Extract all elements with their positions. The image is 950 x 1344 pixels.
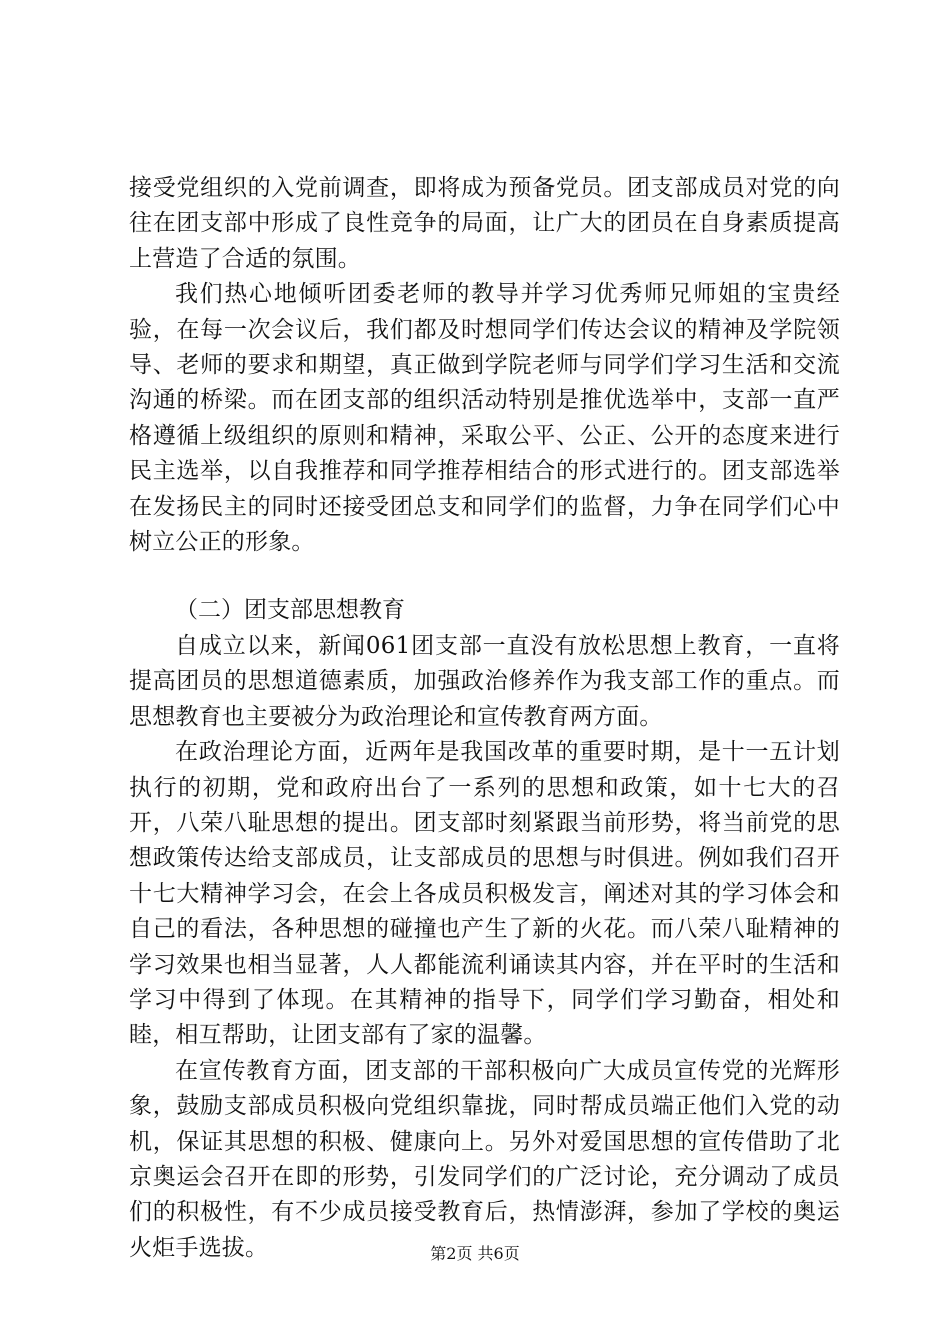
- paragraph-continuation: 接受党组织的入党前调查，即将成为预备党员。团支部成员对党的向往在团支部中形成了良性竞争的局面，让广大的团员在自身素质提高上营造了合适的氛围。: [129, 175, 840, 272]
- paragraph-publicity-education: 在宣传教育方面，团支部的干部积极向广大成员宣传党的光辉形象，鼓励支部成员积极向党组织靠拢，同时帮成员端正他们入党的动机，保证其思想的积极、健康向上。另外对爱国思想的宣传借助了北京奥运会召开在即的形势，引发同学们的广泛讨论，充分调动了成员们的积极性，有不少成员接受教育后，热情澎湃，参加了学校的奥运火炬手选拔。: [129, 1057, 840, 1261]
- section-heading: （二）团支部思想教育: [175, 597, 405, 624]
- paragraph-political-theory: 在政治理论方面，近两年是我国改革的重要时期，是十一五计划执行的初期，党和政府出台了一系列的思想和政策，如十七大的召开，八荣八耻思想的提出。团支部时刻紧跟当前形势，将当前党的思想政策传达给支部成员，让支部成员的思想与时俱进。例如我们召开十七大精神学习会，在会上各成员积极发言，阐述对其的学习体会和自己的看法，各种思想的碰撞也产生了新的火花。而八荣八耻精神的学习效果也相当显著，人人都能流利诵读其内容，并在平时的生活和学习中得到了体现。在其精神的指导下，同学们学习勤奋，相处和睦，相互帮助，让团支部有了家的温馨。: [129, 739, 840, 1049]
- paragraph-meetings-and-elections: 我们热心地倾听团委老师的教导并学习优秀师兄师姐的宝贵经验，在每一次会议后，我们都及时想同学们传达会议的精神及学院领导、老师的要求和期望，真正做到学院老师与同学们学习生活和交流沟通的桥梁。而在团支部的组织活动特别是推优选举中，支部一直严格遵循上级组织的原则和精神，采取公平、公正、公开的态度来进行民主选举，以自我推荐和同学推荐相结合的形式进行的。团支部选举在发扬民主的同时还接受团总支和同学们的监督，力争在同学们心中树立公正的形象。: [129, 281, 840, 556]
- document-body: [129, 171, 840, 1266]
- page-footer: [0, 1244, 950, 1264]
- page-number: 第2页 共6页: [430, 1244, 520, 1263]
- paragraph-ideological-education-intro: 自成立以来，新闻061团支部一直没有放松思想上教育，一直将提高团员的思想道德素质，加强政治修养作为我支部工作的重点。而思想教育也主要被分为政治理论和宣传教育两方面。: [129, 632, 840, 730]
